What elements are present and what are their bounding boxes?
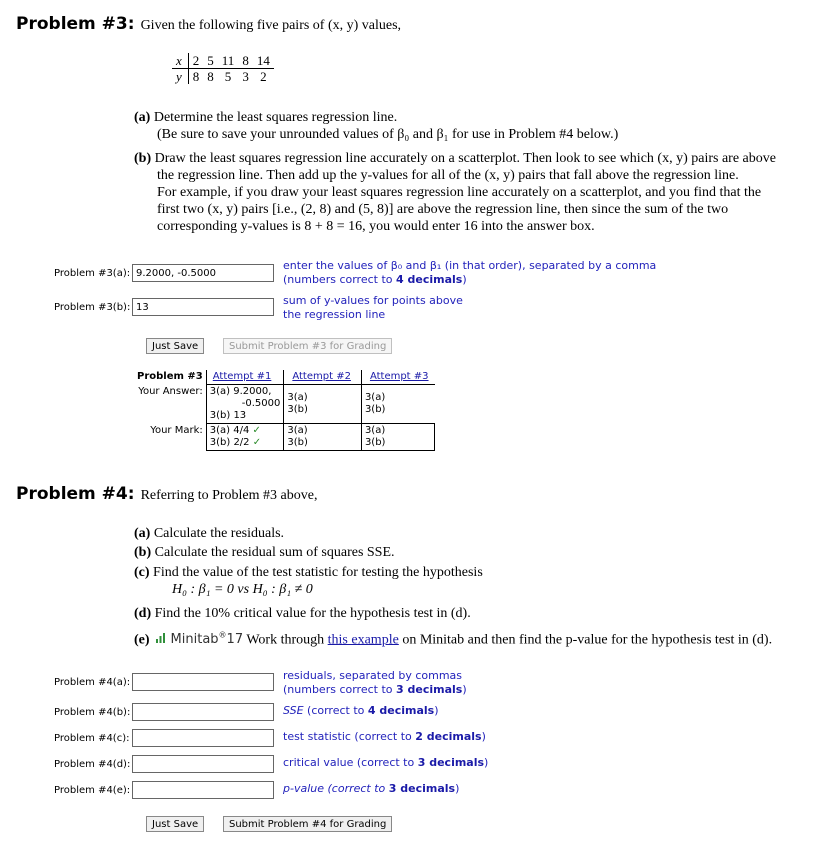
check-icon: ✓ [252, 437, 262, 448]
x-value: 2 [188, 53, 203, 69]
just-save-button-3[interactable]: Just Save [146, 338, 204, 354]
answer-3a-input[interactable] [132, 264, 274, 282]
part-3b-line4: first two (x, y) pairs [i.e., (2, 8) and (5, 8)] are above the regression line, then since the sum of the two [157, 202, 729, 217]
answer-4a-input[interactable] [132, 673, 274, 691]
answer-4a-label: Problem #4(a): [54, 677, 131, 688]
minitab-label: Minitab®17 [170, 631, 244, 648]
minitab-logo-icon [155, 632, 167, 644]
part-3a: (a) Determine the least squares regression line. [134, 110, 398, 125]
attempt-2-header[interactable]: Attempt #2 [284, 370, 362, 385]
answer-3b-hint: sum of y-values for points above the regression line [283, 294, 463, 321]
answer-4c-input[interactable] [132, 729, 274, 747]
y-label: y [172, 69, 188, 85]
attempt-3-mark: 3(a) 3(b) [361, 424, 434, 451]
example-link[interactable]: this example [327, 632, 399, 648]
attempt-3-header[interactable]: Attempt #3 [361, 370, 434, 385]
x-value: 11 [218, 53, 239, 69]
y-value: 3 [242, 69, 249, 84]
submit-problem-3-button[interactable]: Submit Problem #3 for Grading [223, 338, 392, 354]
answer-4c-label: Problem #4(c): [54, 733, 130, 744]
answer-4a-hint: residuals, separated by commas (numbers correct to 3 decimals) [283, 669, 467, 696]
part-3b: (b) Draw the least squares regression line accurately on a scatterplot. Then look to see which (x, y) pairs are above [134, 151, 776, 166]
part-4b: (b) Calculate the residual sum of squares SSE. [134, 545, 395, 560]
answer-4b-label: Problem #4(b): [54, 707, 131, 718]
y-value: 8 [192, 69, 200, 84]
attempts-corner: Problem #3 [134, 370, 206, 385]
answer-4e-input[interactable] [132, 781, 274, 799]
part-3b-line2: the regression line. Then add up the y-values for all of the (x, y) pairs that fall above the regression line. [157, 168, 739, 183]
problem-3-heading: Problem #3: Given the following five pairs of (x, y) values, [16, 14, 402, 34]
part-4d: (d) Find the 10% critical value for the hypothesis test in (d). [134, 606, 471, 621]
x-value: 8 [238, 53, 253, 69]
answer-4e-hint: p-value (correct to 3 decimals) [283, 782, 460, 795]
part-3b-line5: corresponding y-values is 8 + 8 = 16, you would enter 16 into the answer box. [157, 219, 595, 234]
y-value: 2 [260, 69, 267, 84]
x-label: x [172, 53, 188, 69]
problem-4-intro: Referring to Problem #3 above, [140, 488, 318, 503]
attempt-2-answer: 3(a) 3(b) [284, 385, 362, 424]
part-3a-note: (Be sure to save your unrounded values of β₀ and β₁ for use in Problem #4 below.) [157, 127, 619, 142]
part-4a: (a) Calculate the residuals. [134, 526, 285, 541]
answer-3a-label: Problem #3(a): [54, 268, 131, 279]
problem-3-intro: Given the following five pairs of (x, y) values, [140, 18, 402, 33]
answer-4d-label: Problem #4(d): [54, 759, 131, 770]
answer-4b-hint: SSE (correct to 4 decimals) [283, 704, 439, 717]
answer-4d-hint: critical value (correct to 3 decimals) [283, 756, 489, 769]
part-3b-line3: For example, if you draw your least squares regression line accurately on a scatterplot, and you find that the [157, 185, 762, 200]
hypothesis: H₀ : β₁ = 0 vs H₀ : β₁ ≠ 0 [172, 582, 313, 597]
your-answer-label: Your Answer: [134, 385, 206, 424]
part-4c: (c) Find the value of the test statistic for testing the hypothesis [134, 565, 483, 580]
part-4e: (e) Minitab®17 Work through this example on Minitab and then find the p-value for the hypothesis test in (d). [134, 631, 773, 648]
submit-problem-4-button[interactable]: Submit Problem #4 for Grading [223, 816, 392, 832]
attempt-3-answer: 3(a) 3(b) [361, 385, 434, 424]
y-value: 5 [224, 69, 232, 84]
answer-3a-hint: enter the values of β₀ and β₁ (in that order), separated by a comma (numbers correct to 4 decimals) [283, 259, 657, 286]
attempt-1-answer: 3(a) 9.2000, -0.5000 3(b) 13 [206, 385, 284, 424]
x-value: 5 [203, 53, 218, 69]
answer-4b-input[interactable] [132, 703, 274, 721]
answer-3b-input[interactable] [132, 298, 274, 316]
attempt-1-mark: 3(a) 4/4 ✓ 3(b) 2/2 ✓ [206, 424, 284, 451]
xy-values-table [172, 53, 274, 84]
answer-4e-label: Problem #4(e): [54, 785, 131, 796]
check-icon: ✓ [252, 425, 261, 436]
x-value: 14 [253, 53, 274, 69]
answer-4c-hint: test statistic (correct to 2 decimals) [283, 730, 486, 743]
attempts-table [134, 370, 435, 451]
answer-4d-input[interactable] [132, 755, 274, 773]
your-mark-label: Your Mark: [134, 424, 206, 451]
just-save-button-4[interactable]: Just Save [146, 816, 204, 832]
attempt-2-mark: 3(a) 3(b) [284, 424, 362, 451]
problem-4-heading: Problem #4: Referring to Problem #3 above, [16, 484, 318, 504]
answer-3b-label: Problem #3(b): [54, 302, 131, 313]
y-value: 8 [207, 69, 214, 84]
attempt-1-header[interactable]: Attempt #1 [212, 371, 272, 382]
